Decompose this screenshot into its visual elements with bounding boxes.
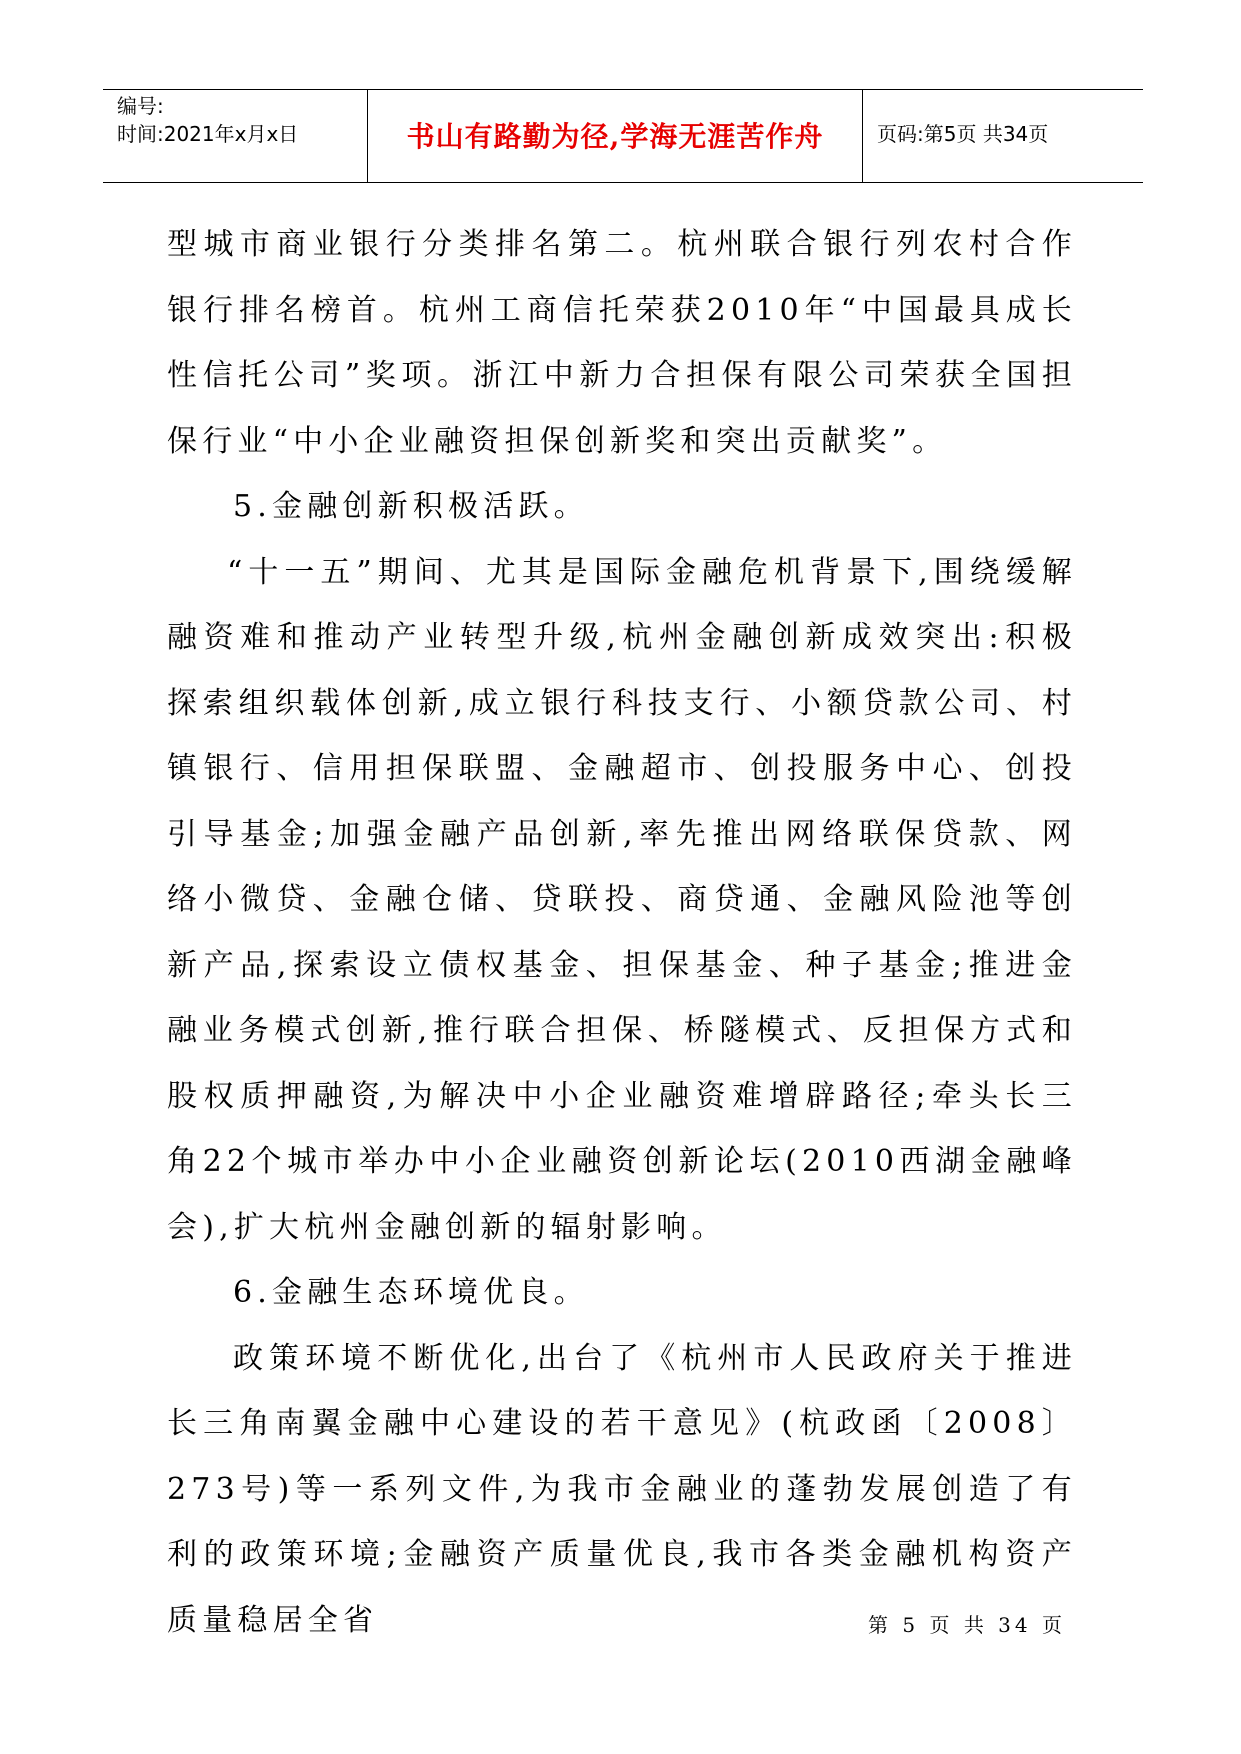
header-page-number: 页码:第5页 共34页 xyxy=(877,122,1049,146)
motto-text: 书山有路勤为径,学海无涯苦作舟 xyxy=(406,120,824,153)
header-motto-cell xyxy=(367,90,863,182)
page-header xyxy=(103,89,1143,183)
section-heading-5: 5.金融创新积极活跃。 xyxy=(233,489,589,524)
section-heading-6: 6.金融生态环境优良。 xyxy=(233,1275,589,1310)
paragraph-continuation: 型城市商业银行分类排名第二。杭州联合银行列农村合作银行排名榜首。杭州工商信托荣获2010年“中国最具成长性信托公司”奖项。浙江中新力合担保有限公司荣获全国担保行业“中小企业融资担保创新奖和突出贡献奖”。 xyxy=(167,227,1077,459)
header-meta-cell xyxy=(103,90,367,182)
page-footer-number: 第 5 页 共 34 页 xyxy=(868,1613,1066,1637)
serial-number-label: 编号: xyxy=(117,94,164,118)
paragraph-innovation: “十一五”期间、尤其是国际金融危机背景下,围绕缓解融资难和推动产业转型升级,杭州金融创新成效突出:积极探索组织载体创新,成立银行科技支行、小额贷款公司、村镇银行、信用担保联盟、金融超市、创投服务中心、创投引导基金;加强金融产品创新,率先推出网络联保贷款、网络小微贷、金融仓储、贷联投、商贷通、金融风险池等创新产品,探索设立债权基金、担保基金、种子基金;推进金融业务模式创新,推行联合担保、桥隧模式、反担保方式和股权质押融资,为解决中小企业融资难增辟路径;牵头长三角22个城市举办中小企业融资创新论坛(2010西湖金融峰会),扩大杭州金融创新的辐射影响。 xyxy=(167,554,1077,1245)
date-label: 时间:2021年x月x日 xyxy=(117,122,299,146)
document-body xyxy=(167,212,1077,1653)
header-page-cell xyxy=(863,90,1143,182)
paragraph-environment: 政策环境不断优化,出台了《杭州市人民政府关于推进长三角南翼金融中心建设的若干意见》(杭政函〔2008〕273号)等一系列文件,为我市金融业的蓬勃发展创造了有利的政策环境;金融资产质量优良,我市各类金融机构资产质量稳居全省 xyxy=(167,1340,1077,1638)
